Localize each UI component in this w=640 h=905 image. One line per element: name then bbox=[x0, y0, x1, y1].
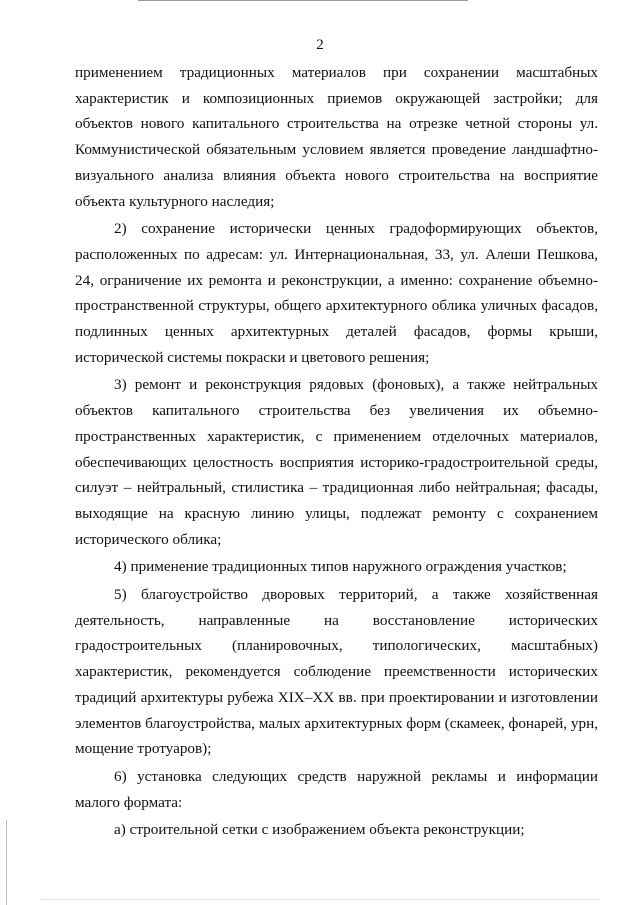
top-edge-rule bbox=[138, 0, 468, 1]
paragraph-continuation: применением традиционных материалов при сохранении масштабных характеристик и композиционных приемов окружающей застройки; для объектов нового капитального строительства на отрезке четной стороны ул. Коммунистической обязательным условием является проведение ландшафтно-визуального анализа влияния объекта нового строительства на восприятие объекта культурного наследия; bbox=[75, 64, 598, 210]
scan-bottom-edge bbox=[40, 899, 600, 901]
page-number: 2 bbox=[316, 37, 324, 53]
paragraph-item-5: 5) благоустройство дворовых территорий, а также хозяйственная деятельность, направленные на восстановление исторических градостроительных (планировочных, типологических, масштабных) характеристик, рекомендуется соблюдение преемственности исторических традиций архитектуры рубежа XIX–XX вв. при проектировании и изготовлении элементов благоустройства, малых архитектурных форм (скамеек, фонарей, урн, мощение тротуаров); bbox=[75, 586, 598, 758]
paragraph-item-2: 2) сохранение исторически ценных градоформирующих объектов, расположенных по адресам: ул. Интернациональная, 33, ул. Алеши Пешкова, 24, ограничение их ремонта и реконструкции, а именно: сохранение объемно-пространственной структуры, общего архитектурного облика уличных фасадов, подлинных ценных архитектурных деталей фасадов, формы крыши, исторической системы покраски и цветового решения; bbox=[75, 220, 598, 366]
document-body bbox=[75, 60, 598, 843]
paragraph-item-3: 3) ремонт и реконструкция рядовых (фоновых), а также нейтральных объектов капитального строительства без увеличения их объемно-пространственных характеристик, с применением отделочных материалов, обеспечивающих целостность восприятия историко-градостроительной среды, силуэт – нейтральный, стилистика – традиционная либо нейтральная; фасады, выходящие на красную линию улицы, подлежат ремонту с сохранением исторического облика; bbox=[75, 376, 598, 548]
paragraph-item-6: 6) установка следующих средств наружной рекламы и информации малого формата: bbox=[75, 767, 598, 811]
paragraph-item-4: 4) применение традиционных типов наружного ограждения участков; bbox=[114, 558, 567, 576]
paragraph-subitem-a: а) строительной сетки с изображением объекта реконструкции; bbox=[114, 821, 525, 839]
scan-edge-mark bbox=[6, 820, 7, 905]
